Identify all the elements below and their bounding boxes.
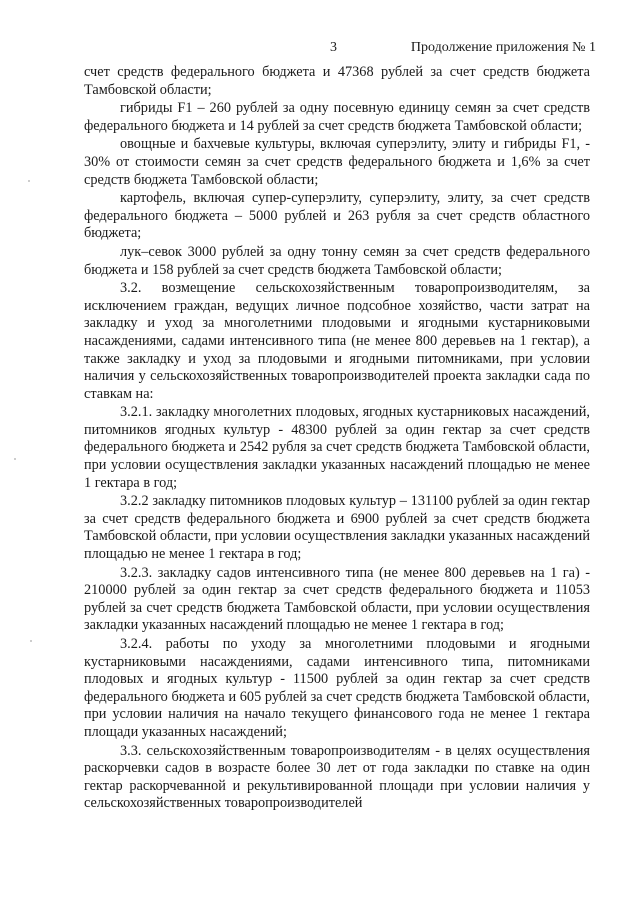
paragraph-vegetables-melons: овощные и бахчевые культуры, включая суперэлиту, элиту и гибриды F1, - 30% от стоимости семян за счет средств федерального бюджета и 1,6% за счет средств бюджета Тамбовской области; [84, 136, 590, 188]
paragraph-federal-regional-budget: счет средств федерального бюджета и 47368 рублей за счет средств бюджета Тамбовской области; [84, 64, 590, 98]
scan-speck [14, 458, 16, 460]
paragraph-3-2-3: 3.2.3. закладку садов интенсивного типа (не менее 800 деревьев на 1 га) - 210000 рублей за один гектар за счет средств федерального бюджета и 11053 рублей за счет средств бюджета Тамбовской области, при условии осуществления закладки указанных насаждений площадью не менее 1 гектара в год; [84, 564, 590, 634]
page-number: 3 [330, 40, 337, 55]
paragraph-onion-sets: лук–севок 3000 рублей за одну тонну семян за счет средств федерального бюджета и 158 рублей за счет средств бюджета Тамбовской области; [84, 243, 590, 278]
appendix-label: Продолжение приложения № 1 [410, 40, 596, 55]
paragraph-3-2-2: 3.2.2 закладку питомников плодовых культур – 131100 рублей за один гектар за счет средств федерального бюджета и 6900 рублей за счет средств бюджета Тамбовской области, при условии осуществления закладки указанных насаждений площадью не менее 1 гектара в год; [84, 493, 590, 563]
paragraph-potatoes: картофель, включая супер-суперэлиту, суперэлиту, элиту, за счет средств федерального бюджета – 5000 рублей и 263 рубля за счет средств областного бюджета; [84, 190, 590, 242]
paragraph-3-2-4: 3.2.4. работы по уходу за многолетними плодовыми и ягодными кустарниковыми насаждениями, садами интенсивного типа, питомниками плодовых и ягодных культур - 11500 рублей за один гектар за счет средств федерального бюджета и 605 рублей за счет средств бюджета Тамбовской области, при условии наличия на начало текущего финансового года не менее 1 гектара площади указанных насаждений; [84, 636, 590, 740]
paragraph-3-2-1: 3.2.1. закладку многолетних плодовых, ягодных кустарниковых насаждений, питомников ягодных культур - 48300 рублей за один гектар за счет средств федерального бюджета и 2542 рубля за счет средств бюджета Тамбовской области, при условии осуществления закладки указанных насаждений площадью не менее 1 гектара в год; [84, 404, 590, 491]
paragraph-3-2: 3.2. возмещение сельскохозяйственным товаропроизводителям, за исключением граждан, ведущих личное подсобное хозяйство, части затрат на закладку и уход за многолетними плодовыми и ягодными кустарниковыми насаждениями, садами интенсивного типа (не менее 800 деревьев на 1 гектар), а также закладку и уход за плодовыми и ягодными питомниками, при условии наличия у сельскохозяйственных товаропроизводителей проекта закладки сада по ставкам на: [84, 280, 590, 402]
page-header [0, 40, 640, 60]
scan-speck [30, 640, 32, 642]
document-body [84, 64, 590, 813]
paragraph-3-3: 3.3. сельскохозяйственным товаропроизводителям - в целях осуществления раскорчевки садов в возрасте более 30 лет от года закладки по ставке на один гектар раскорчеванной и рекультивированной площади при условии наличия у сельскохозяйственных товаропроизводителей [84, 742, 590, 812]
scan-speck [28, 180, 30, 182]
paragraph-hybrids-f1: гибриды F1 – 260 рублей за одну посевную единицу семян за счет средств федерального бюджета и 14 рублей за счет средств бюджета Тамбовской области; [84, 100, 590, 134]
